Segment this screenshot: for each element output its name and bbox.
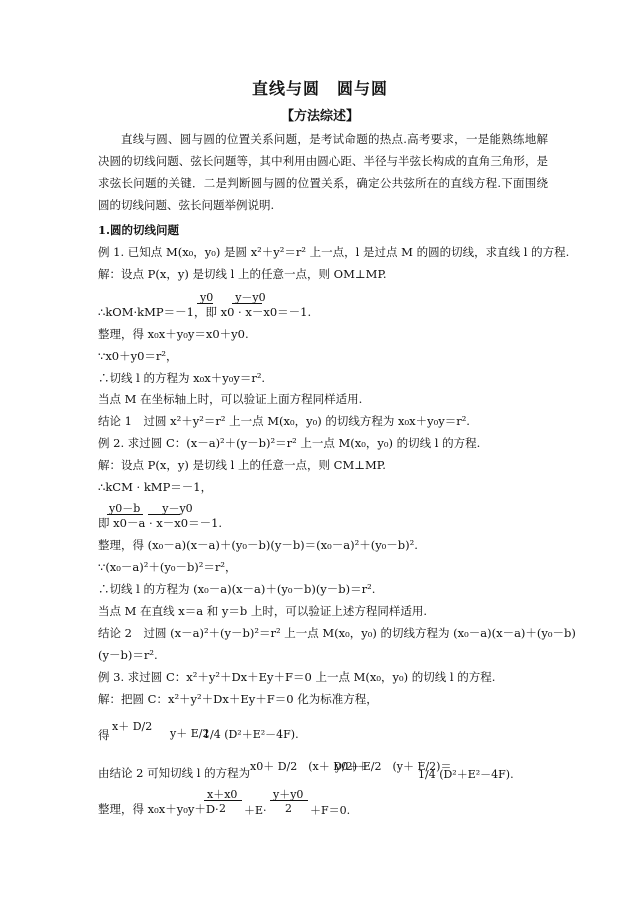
fraction-bar [107, 514, 143, 515]
fraction-bar [148, 514, 180, 515]
step-therefore-2: ∴切线 l 的方程为 (x₀－a)(x－a)＋(y₀－b)(y－b)＝r². [98, 582, 376, 596]
final-end: ＋F＝0. [310, 804, 351, 817]
conclusion-1: 结论 1 过圆 x²＋y²＝r² 上一点 M(x₀，y₀) 的切线方程为 x₀x＋y₀y＝r². [98, 414, 470, 428]
example-2: 例 2. 求过圆 C：(x－a)²＋(y－b)²＝r² 上一点 M(x₀，y₀) 的切线 l 的方程. [98, 436, 481, 450]
fraction-bar [204, 800, 242, 801]
solution-3: 解：把圆 C：x²＋y²＋Dx＋Ey＋F＝0 化为标准方程， [98, 692, 378, 706]
conclusion-2-line-2: (y－b)＝r². [98, 648, 158, 662]
step-line-note: 当点 M 在直线 x＝a 和 y＝b 上时，可以验证上述方程同样适用. [98, 604, 428, 618]
solution-1: 解：设点 P(x，y) 是切线 l 上的任意一点，则 OM⊥MP. [98, 267, 387, 281]
fraction-bar [232, 303, 262, 304]
slope-product-line-2: 即 x0－a · x－x0＝－1. [98, 516, 223, 530]
slope-product-line: ∴kOM·kMP＝－1，即 x0 · x－x0＝－1. [98, 305, 312, 319]
final-mid: ＋E· [244, 804, 267, 817]
step-simplify-1: 整理，得 x₀x＋y₀y＝x0＋y0. [98, 327, 249, 341]
standard-form-prefix: 得 [98, 728, 110, 742]
final-denominator-x: 2 [219, 802, 226, 815]
apply-conclusion-prefix: 由结论 2 可知切线 l 的方程为 [98, 766, 251, 780]
standard-form-term-x: x＋ D/2 [112, 720, 153, 733]
fraction-bar [197, 303, 213, 304]
fraction-numerators-2: y0－b y－y0 [109, 502, 193, 515]
final-prefix: 整理，得 x₀x＋y₀y＋D· [98, 802, 219, 816]
step-slope-2: ∴kCM · kMP＝－1， [98, 480, 213, 494]
document-title: 直线与圆 圆与圆 [251, 79, 388, 98]
apply-conclusion-rhs: 1/4 (D²＋E²－4F). [418, 768, 514, 781]
example-3: 例 3. 求过圆 C：x²＋y²＋Dx＋Ey＋F＝0 上一点 M(x₀，y₀) 的切线 l 的方程. [98, 670, 496, 684]
step-therefore-1: ∴切线 l 的方程为 x₀x＋y₀y＝r². [98, 371, 266, 385]
method-summary-heading: 【方法综述】 [280, 109, 359, 124]
standard-form-rhs: 1/4 (D²＋E²－4F). [203, 728, 299, 741]
fraction-numerators-1: y0 y－y0 [200, 291, 266, 304]
fraction-bar [270, 800, 308, 801]
step-since-1: ∵x0＋y0＝r²， [98, 349, 178, 363]
solution-2: 解：设点 P(x，y) 是切线 l 上的任意一点，则 CM⊥MP. [98, 458, 386, 472]
final-denominator-y: 2 [285, 802, 292, 815]
apply-conclusion-term-y: y0＋ E/2 (y＋ E/2)＝ [335, 760, 452, 773]
example-1: 例 1. 已知点 M(x₀，y₀) 是圆 x²＋y²＝r² 上一点，l 是过点 M 的圆的切线，求直线 l 的方程. [98, 245, 570, 259]
apply-conclusion-term-x: x0＋ D/2 (x＋ D/2)＋ [250, 760, 369, 773]
final-numerator-x: x＋x0 [207, 788, 238, 801]
section-heading-tangent: 1.圆的切线问题 [98, 223, 180, 237]
step-axis-note: 当点 M 在坐标轴上时，可以验证上面方程同样适用. [98, 392, 363, 406]
step-since-2: ∵(x₀－a)²＋(y₀－b)²＝r²， [98, 560, 237, 574]
final-numerator-y: y＋y0 [273, 788, 304, 801]
standard-form-term-y: y＋ E/2 [170, 727, 210, 740]
conclusion-2-line-1: 结论 2 过圆 (x－a)²＋(y－b)²＝r² 上一点 M(x₀，y₀) 的切线方程为 (x₀－a)(x－a)＋(y₀－b) [98, 626, 576, 640]
step-simplify-2: 整理，得 (x₀－a)(x－a)＋(y₀－b)(y－b)＝(x₀－a)²＋(y₀－b)². [98, 538, 418, 552]
intro-paragraph: 直线与圆、圆与圆的位置关系问题，是考试命题的热点.高考要求，一是能熟练地解决圆的切线问题、弦长问题等，其中利用由圆心距、半径与半弦长构成的直角三角形，是求弦长问题的关键．二是判断圆与圆的位置关系，确定公共弦所在的直线方程.下面围绕圆的切线问题、弦长问题举例说明. [98, 132, 548, 212]
